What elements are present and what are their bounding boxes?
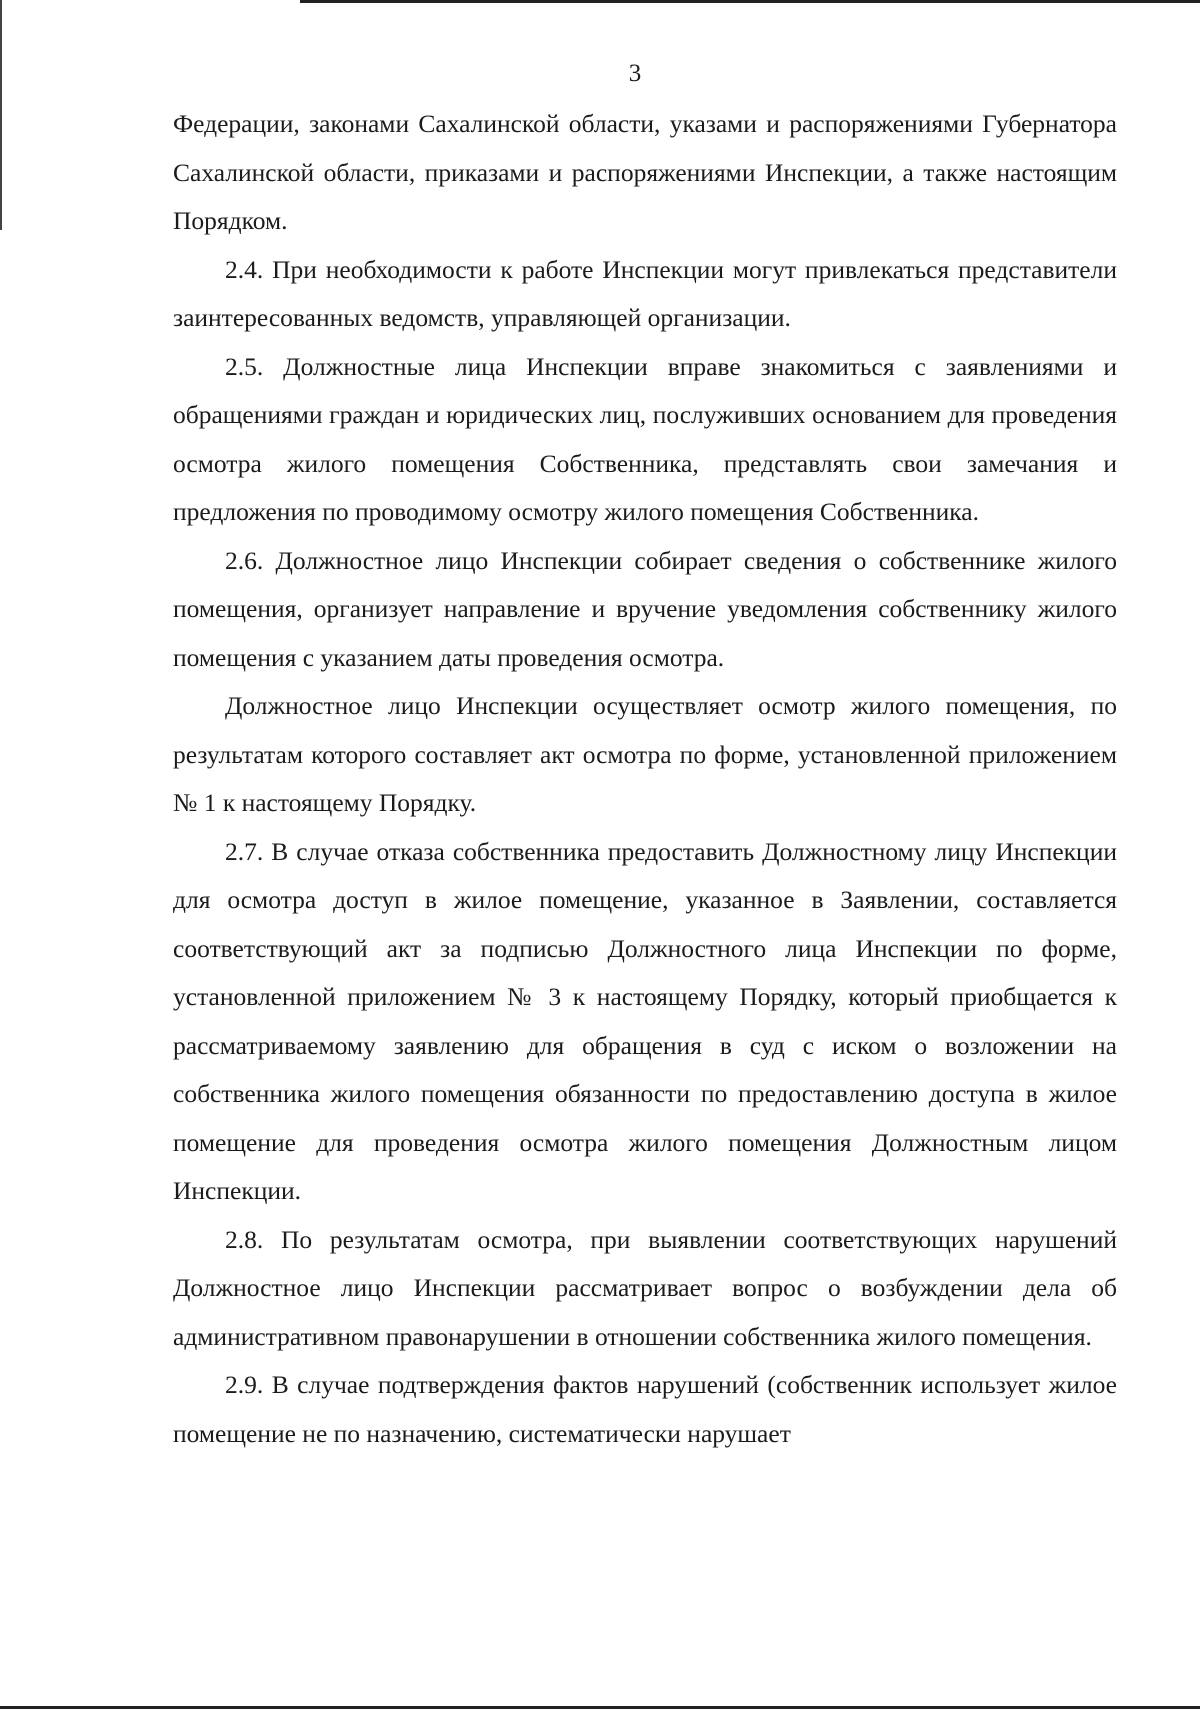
paragraph-2-9: 2.9. В случае подтверждения фактов нарушений (собственник использует жилое помещение не по назначению, систематически нарушает <box>173 1370 1117 1448</box>
document-body <box>173 100 1117 1458</box>
paragraph-continuation: Федерации, законами Сахалинской области, указами и распоряжениями Губернатора Сахалинской области, приказами и распоряжениями Инспекции, а также настоящим Порядком. <box>173 109 1117 235</box>
paragraph-2-6: 2.6. Должностное лицо Инспекции собирает сведения о собственнике жилого помещения, организует направление и вручение уведомления собственнику жилого помещения с указанием даты проведения осмотра. <box>173 545 1117 672</box>
paragraph-2-6-inspection: Должностное лицо Инспекции осуществляет осмотр жилого помещения, по результатам которого составляет акт осмотра по форме, установленной приложением № 1 к настоящему Порядку. <box>173 691 1117 817</box>
paragraph-2-5: 2.5. Должностные лица Инспекции вправе знакомиться с заявлениями и обращениями граждан и юридических лиц, послуживших основанием для проведения осмотра жилого помещения Собственника, представлять свои замечания и предложения по проводимому осмотру жилого помещения Собственника. <box>173 351 1117 526</box>
scan-border-left <box>0 0 2 230</box>
paragraph-2-4: 2.4. При необходимости к работе Инспекции могут привлекаться представители заинтересованных ведомств, управляющей организации. <box>173 254 1117 332</box>
scan-border-bottom <box>0 1706 1200 1709</box>
scan-border-top <box>300 0 1200 3</box>
paragraph-2-8: 2.8. По результатам осмотра, при выявлении соответствующих нарушений Должностное лицо Инспекции рассматривает вопрос о возбуждении дела об административном правонарушении в отношении собственника жилого помещения. <box>173 1224 1117 1351</box>
paragraph-2-7: 2.7. В случае отказа собственника предоставить Должностному лицу Инспекции для осмотра доступ в жилое помещение, указанное в Заявлении, составляется соответствующий акт за подписью Должностного лица Инспекции по форме, установленной приложением № 3 к настоящему Порядку, который приобщается к рассматриваемому заявлению для обращения в суд с иском о возложении на собственника жилого помещения обязанности по предоставлению доступа в жилое помещение для проведения осмотра жилого помещения Должностным лицом Инспекции. <box>173 836 1117 1205</box>
page-number: 3 <box>628 60 642 87</box>
